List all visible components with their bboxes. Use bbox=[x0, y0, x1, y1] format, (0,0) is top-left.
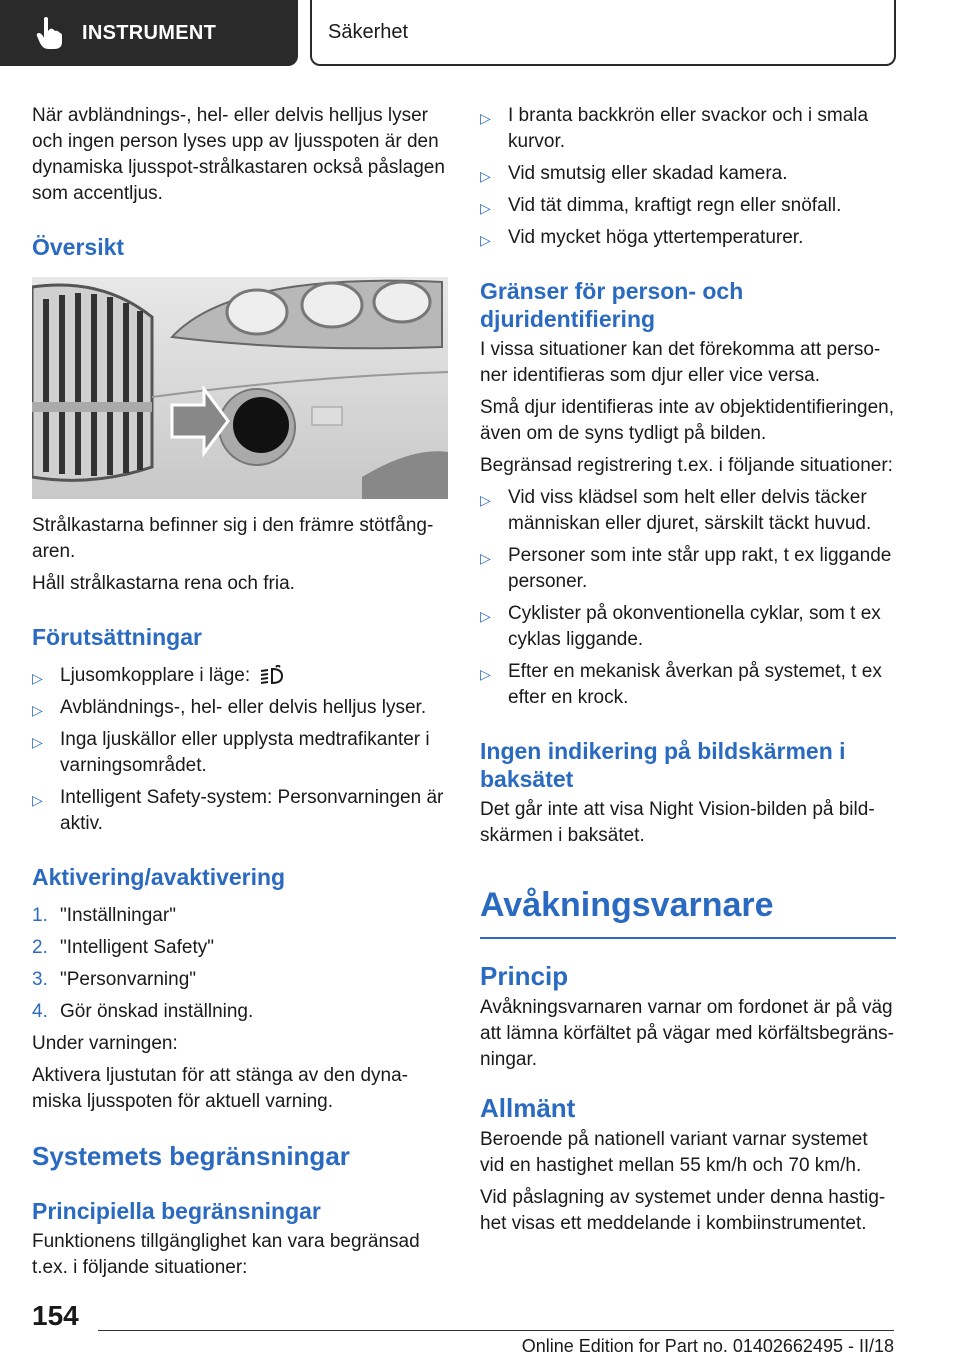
right-column bbox=[480, 103, 896, 1243]
heading-allmant: Allmänt bbox=[480, 1093, 576, 1123]
headlight-auto-icon bbox=[260, 665, 286, 687]
granser-paragraph-2: Små djur identifieras inte av objektidentifieringen, även om de syns tydligt på bilden. bbox=[480, 397, 895, 444]
triangle-bullet-icon: ▷ bbox=[32, 792, 43, 808]
figure-caption-2: Håll strålkastarna rena och fria. bbox=[32, 573, 295, 594]
granser-list bbox=[480, 485, 896, 711]
intro-paragraph: När avbländnings-, hel- eller delvis helljus lyser och ingen person lyses upp av ljusspoten är den dynamiska ljusspot-strålkastaren också påslagen som accentljus. bbox=[32, 105, 445, 204]
list-item: ▷ Intelligent Safety-system: Personvarningen är aktiv. bbox=[32, 787, 444, 834]
principiella-text: Funktionens tillgänglighet kan vara begränsad t.ex. i följande situationer: bbox=[32, 1231, 420, 1278]
triangle-bullet-icon: ▷ bbox=[480, 550, 491, 566]
list-item: ▷ I branta backkrön eller svackor och i smala kurvor. bbox=[480, 105, 869, 152]
ingen-text: Det går inte att visa Night Vision-bilden på bildskärmen i baksätet. bbox=[480, 799, 875, 846]
list-item: ▷ Vid mycket höga yttertemperaturer. bbox=[480, 225, 896, 251]
list-item: ▷ Efter en mekanisk åverkan på systemet, t ex efter en krock. bbox=[480, 661, 882, 708]
allmant-paragraph-1: Beroende på nationell variant varnar systemet vid en hastighet mellan 55 km/h och 70 km/h. bbox=[480, 1129, 868, 1176]
triangle-bullet-icon: ▷ bbox=[480, 666, 491, 682]
section-title: Säkerhet bbox=[328, 20, 409, 43]
allmant-paragraph-2: Vid påslagning av systemet under denna hastighet visas ett meddelande i kombiinstrumentet. bbox=[480, 1187, 886, 1234]
triangle-bullet-icon: ▷ bbox=[32, 670, 43, 686]
footer-edition: Online Edition for Part no. 01402662495 - II/18 bbox=[521, 1336, 894, 1356]
aktivera-text: Aktivera ljustutan för att stänga av den dynamiska ljusspoten för aktuell varning. bbox=[32, 1065, 408, 1112]
footer-divider bbox=[98, 1330, 894, 1331]
forutsattningar-list bbox=[32, 663, 448, 837]
left-column bbox=[32, 103, 448, 1287]
heading-granser: Gränser för person- och djuridentifiering bbox=[480, 278, 744, 332]
granser-paragraph-1: I vissa situationer kan det förekomma att personer identifieras som djur eller vice versa. bbox=[480, 339, 881, 386]
list-item: ▷ Inga ljuskällor eller upplysta medtrafikanter i varningsområdet. bbox=[32, 729, 430, 776]
princip-text: Avåkningsvarnaren varnar om fordonet är på väg att lämna körfältet på vägar med körfältsbegränsningar. bbox=[480, 997, 894, 1070]
triangle-bullet-icon: ▷ bbox=[32, 734, 43, 750]
step-item: 3. "Personvarning" bbox=[32, 969, 197, 990]
situations-list bbox=[480, 103, 896, 251]
step-item: 4. Gör önskad inställning. bbox=[32, 1001, 254, 1022]
headlight-figure bbox=[32, 277, 448, 499]
hand-pointer-icon bbox=[36, 16, 64, 50]
heading-systemets-begransningar: Systemets begränsningar bbox=[32, 1141, 350, 1171]
list-item: ▷ Vid smutsig eller skadad kamera. bbox=[480, 161, 896, 187]
figure-caption: Strålkastarna befinner sig i den främre stötfångaren. bbox=[32, 515, 434, 562]
list-item: ▷ Cyklister på okonventionella cyklar, som t ex cyklas liggande. bbox=[480, 603, 881, 650]
triangle-bullet-icon: ▷ bbox=[480, 232, 491, 248]
heading-oversikt: Översikt bbox=[32, 234, 125, 260]
page-header bbox=[0, 0, 960, 66]
heading-aktivering: Aktivering/avaktivering bbox=[32, 864, 286, 890]
section-tab[interactable] bbox=[310, 0, 896, 66]
list-item: ▷ Ljusomkopplare i läge: bbox=[32, 663, 448, 689]
heading-forutsattningar: Förutsättningar bbox=[32, 624, 202, 650]
granser-paragraph-3: Begränsad registrering t.ex. i följande situationer: bbox=[480, 455, 893, 476]
triangle-bullet-icon: ▷ bbox=[480, 608, 491, 624]
list-item: ▷ Vid viss klädsel som helt eller delvis täcker människan eller djuret, särskilt täckt huvud. bbox=[480, 487, 872, 534]
chapter-title: INSTRUMENT bbox=[82, 21, 217, 44]
heading-princip: Princip bbox=[480, 961, 569, 991]
chapter-tab[interactable] bbox=[0, 0, 298, 66]
triangle-bullet-icon: ▷ bbox=[480, 200, 491, 216]
triangle-bullet-icon: ▷ bbox=[480, 168, 491, 184]
list-item: ▷ Avbländnings-, hel- eller delvis helljus lyser. bbox=[32, 695, 448, 721]
step-item: 1. "Inställningar" bbox=[32, 905, 176, 926]
triangle-bullet-icon: ▷ bbox=[480, 110, 491, 126]
aktivering-steps bbox=[32, 903, 448, 1025]
heading-avakningsvarnare: Avåkningsvarnare bbox=[480, 883, 896, 939]
triangle-bullet-icon: ▷ bbox=[480, 492, 491, 508]
heading-ingen-indikering: Ingen indikering på bildskärmen i baksätet bbox=[480, 738, 846, 792]
triangle-bullet-icon: ▷ bbox=[32, 702, 43, 718]
page-number: 154 bbox=[32, 1300, 79, 1331]
under-varningen-text: Under varningen: bbox=[32, 1033, 178, 1054]
step-item: 2. "Intelligent Safety" bbox=[32, 937, 214, 958]
list-item: ▷ Vid tät dimma, kraftigt regn eller snöfall. bbox=[480, 193, 896, 219]
heading-principiella: Principiella begränsningar bbox=[32, 1198, 321, 1224]
list-item: ▷ Personer som inte står upp rakt, t ex liggande personer. bbox=[480, 545, 892, 592]
